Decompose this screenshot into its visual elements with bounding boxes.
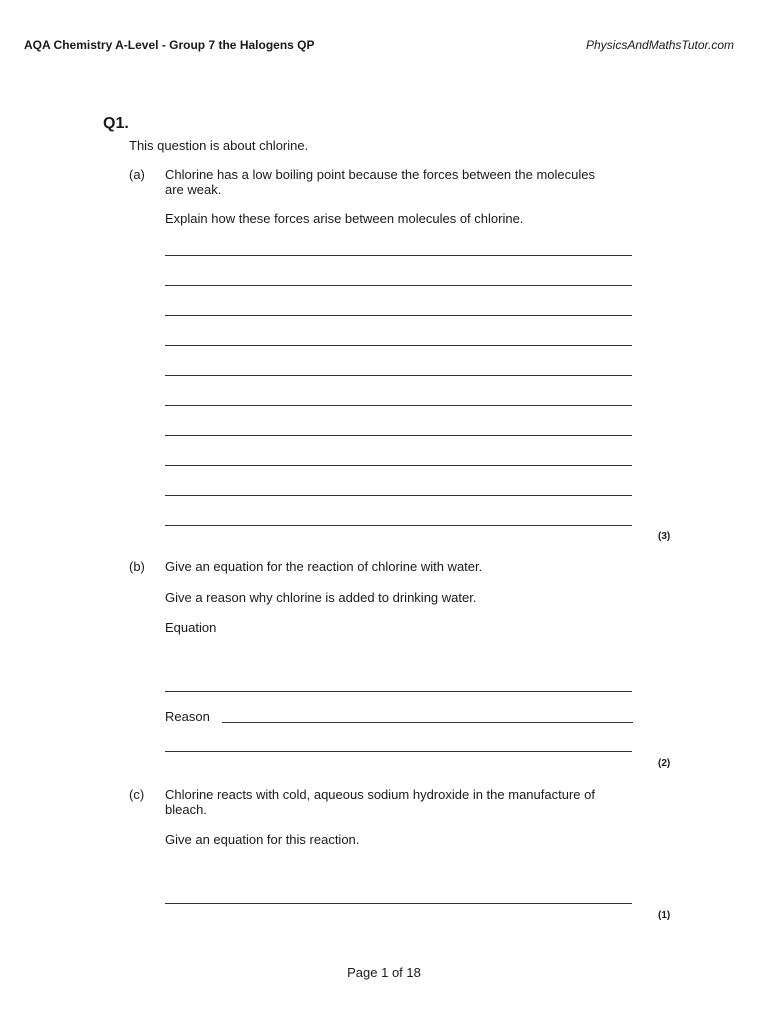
part-c-text-line2: bleach. bbox=[165, 802, 207, 817]
part-c-label: (c) bbox=[129, 787, 145, 802]
answer-line[interactable] bbox=[165, 375, 632, 376]
part-c-instruction: Give an equation for this reaction. bbox=[165, 832, 360, 847]
equation-answer-line[interactable] bbox=[165, 691, 632, 692]
part-a-text-line1: Chlorine has a low boiling point because the forces between the molecules bbox=[165, 167, 595, 182]
answer-line[interactable] bbox=[165, 255, 632, 256]
part-b-label: (b) bbox=[129, 559, 145, 574]
answer-line[interactable] bbox=[165, 405, 632, 406]
question-number: Q1. bbox=[103, 115, 129, 132]
answer-line[interactable] bbox=[165, 285, 632, 286]
answer-line[interactable] bbox=[165, 315, 632, 316]
document-header-title: AQA Chemistry A-Level - Group 7 the Halogens QP bbox=[24, 38, 315, 52]
part-c-marks: (1) bbox=[658, 910, 671, 921]
answer-line[interactable] bbox=[165, 495, 632, 496]
part-a-instruction: Explain how these forces arise between molecules of chlorine. bbox=[165, 211, 524, 226]
part-c-text-line1: Chlorine reacts with cold, aqueous sodium hydroxide in the manufacture of bbox=[165, 787, 595, 802]
part-b-equation-label: Equation bbox=[165, 620, 217, 635]
answer-line[interactable] bbox=[165, 525, 632, 526]
question-intro: This question is about chlorine. bbox=[129, 138, 309, 153]
part-b-instruction: Give a reason why chlorine is added to drinking water. bbox=[165, 590, 477, 605]
part-b-marks: (2) bbox=[658, 758, 671, 769]
part-a-marks: (3) bbox=[658, 531, 671, 542]
answer-line[interactable] bbox=[165, 465, 632, 466]
part-b-text: Give an equation for the reaction of chlorine with water. bbox=[165, 559, 483, 574]
answer-line[interactable] bbox=[165, 345, 632, 346]
reason-answer-line-2[interactable] bbox=[165, 751, 632, 752]
part-b-reason-label: Reason bbox=[165, 709, 210, 724]
part-a-label: (a) bbox=[129, 167, 145, 182]
answer-line[interactable] bbox=[165, 435, 632, 436]
part-a-text-line2: are weak. bbox=[165, 182, 222, 197]
page-number: Page 1 of 18 bbox=[347, 965, 421, 980]
document-header-site: PhysicsAndMathsTutor.com bbox=[586, 38, 735, 52]
part-c-answer-line[interactable] bbox=[165, 903, 632, 904]
reason-answer-line[interactable] bbox=[222, 722, 633, 723]
